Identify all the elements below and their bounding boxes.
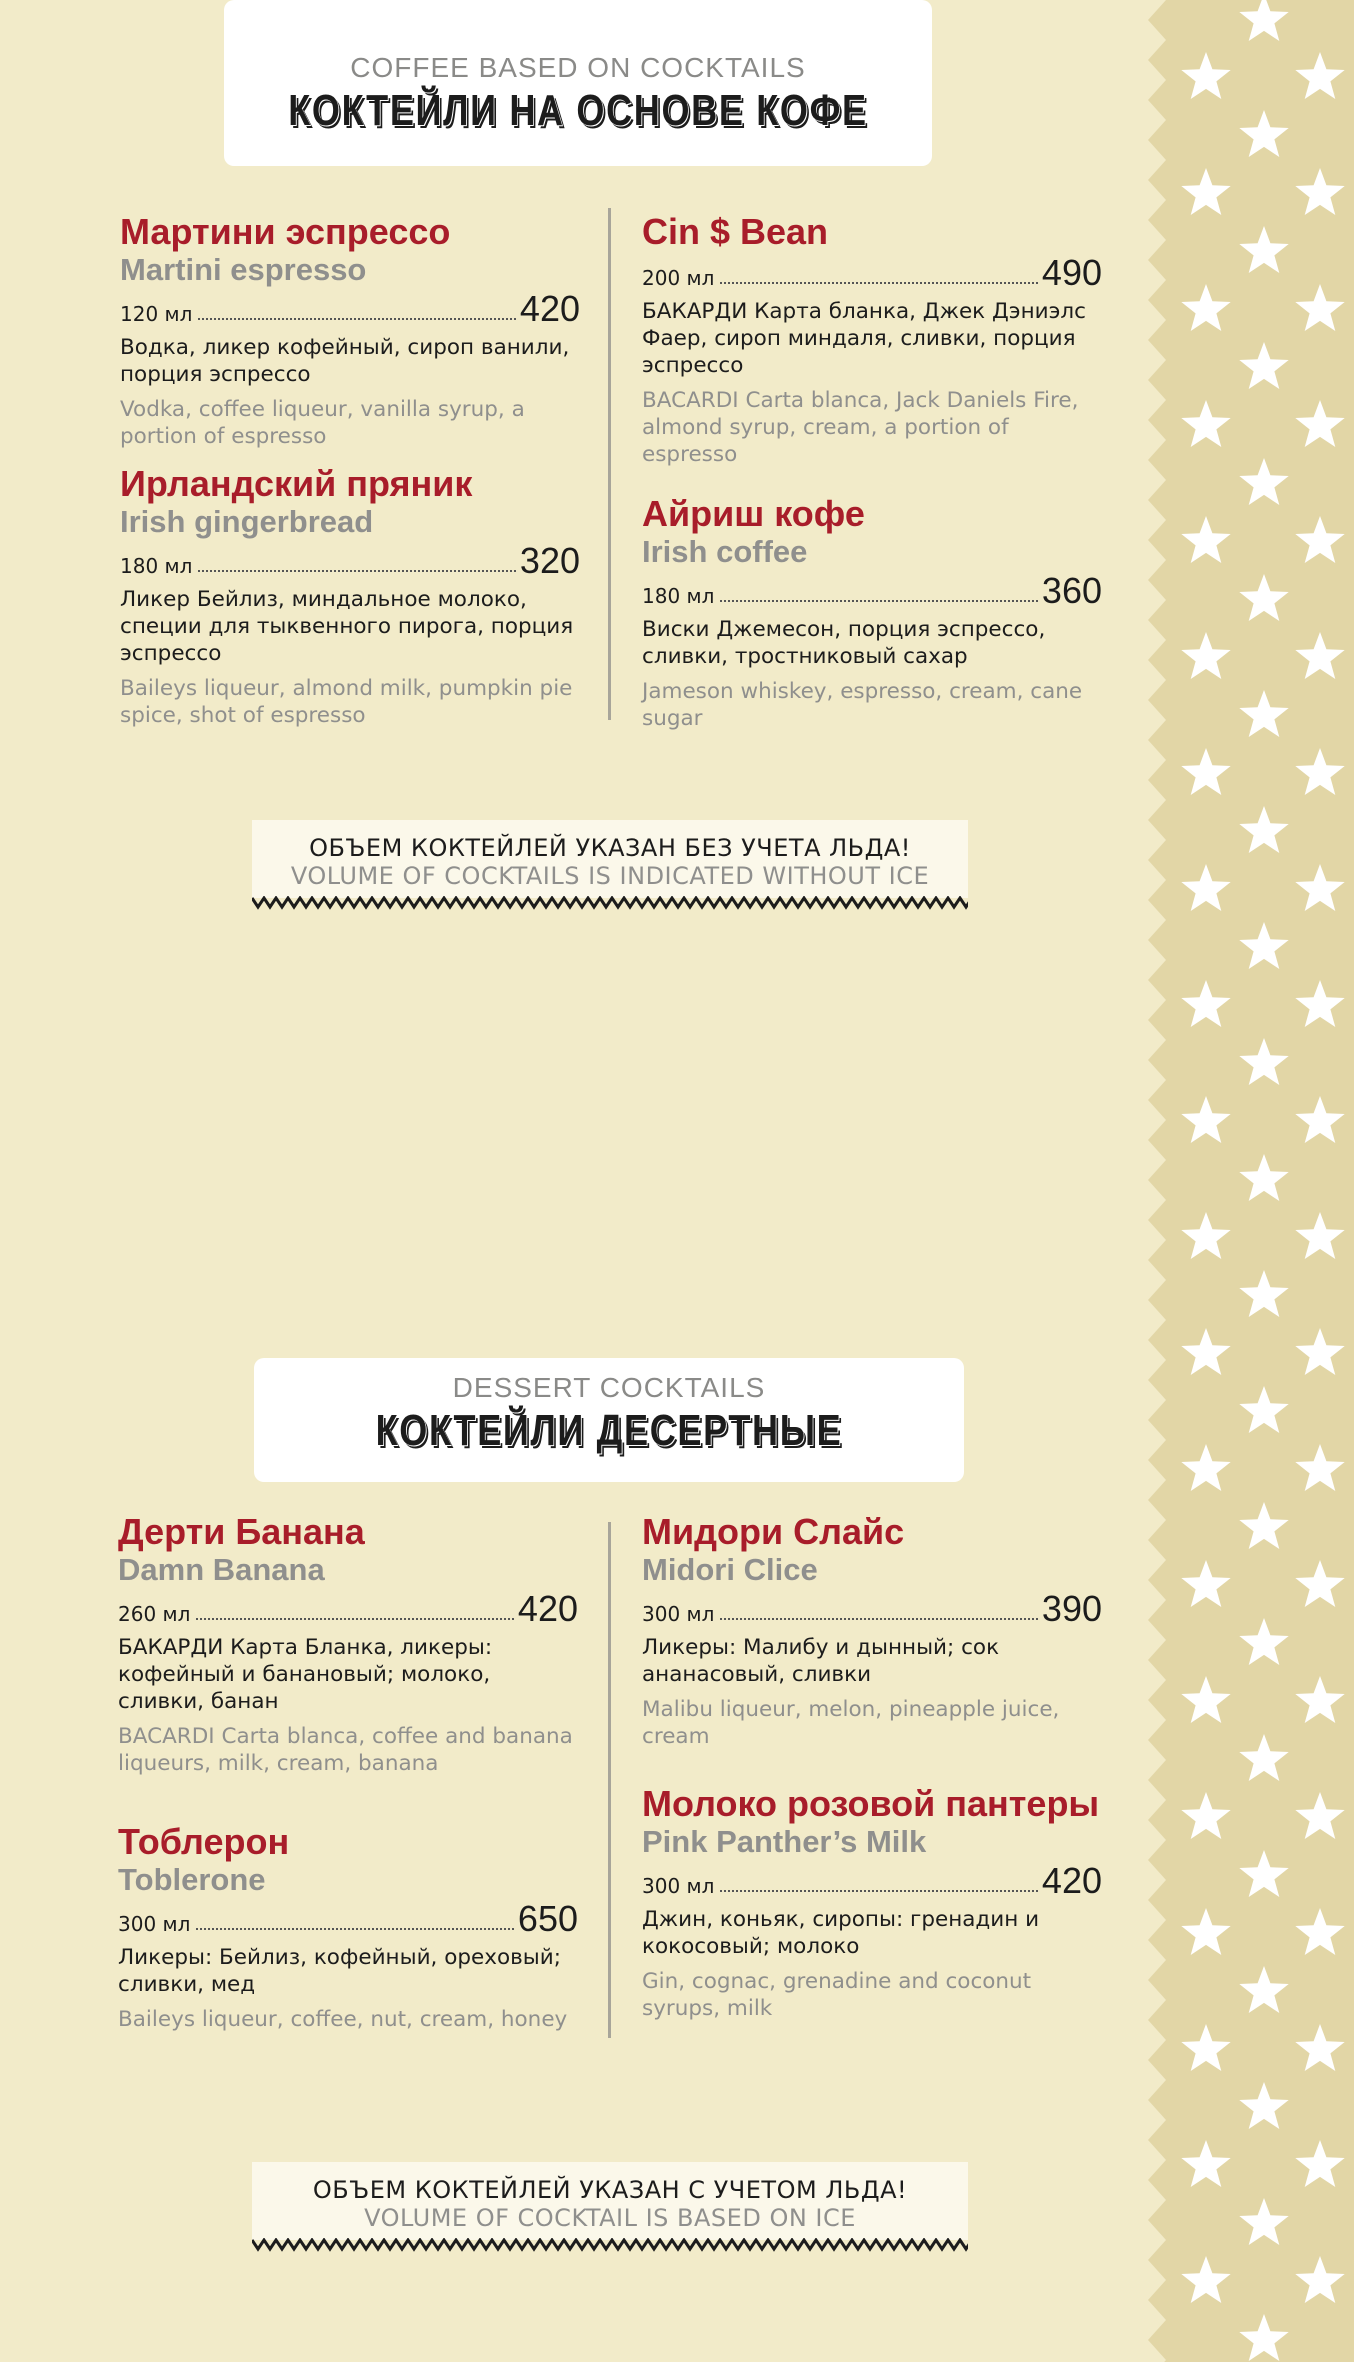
item-price: 390	[1041, 1588, 1102, 1629]
item-description-ru: Виски Джемесон, порция эспрессо, сливки, тростниковый сахар	[642, 617, 1046, 669]
note-ru: ОБЪЕМ КОКТЕЙЛЕЙ УКАЗАН БЕЗ УЧЕТА ЛЬДА!	[309, 834, 911, 862]
item-price: 320	[519, 540, 580, 581]
menu-item	[118, 1822, 578, 2033]
section-header-dessert	[254, 1358, 964, 1482]
zigzag-border	[252, 2238, 968, 2252]
price-row	[642, 572, 1102, 610]
item-price: 360	[1041, 570, 1102, 611]
item-name-ru: Айриш кофе	[642, 493, 865, 534]
item-name-en: Irish gingerbread	[120, 504, 374, 539]
menu-item	[642, 1512, 1102, 1750]
menu-item	[642, 212, 1102, 468]
column-divider	[608, 208, 611, 720]
item-name-en: Damn Banana	[118, 1552, 325, 1587]
item-volume: 180 мл	[120, 554, 193, 578]
price-row	[120, 542, 580, 580]
item-description-en: Vodka, coffee liqueur, vanilla syrup, a portion of espresso	[120, 397, 525, 449]
price-row	[120, 290, 580, 328]
price-row	[118, 1900, 578, 1938]
item-description-en: Malibu liqueur, melon, pineapple juice, cream	[642, 1697, 1060, 1749]
item-description-ru: Водка, ликер кофейный, сироп ванили, порция эспрессо	[120, 335, 570, 387]
item-description-en: Gin, cognac, grenadine and coconut syrups, milk	[642, 1969, 1032, 2021]
item-name-ru: Мартини эспрессо	[120, 211, 451, 252]
section-title: КОКТЕЙЛИ ДЕСЕРТНЫЕ	[375, 1406, 843, 1455]
price-row	[642, 254, 1102, 292]
item-description-ru: БАКАРДИ Карта бланка, Джек Дэниэлс Фаер, сироп миндаля, сливки, порция эспрессо	[642, 299, 1086, 378]
item-price: 490	[1041, 252, 1102, 293]
menu-item	[120, 464, 580, 729]
menu-item	[642, 1784, 1102, 2022]
item-description-ru: БАКАРДИ Карта Бланка, ликеры: кофейный и банановый; молоко, сливки, банан	[118, 1635, 493, 1714]
menu-item	[120, 212, 580, 450]
dot-leader	[196, 1928, 514, 1930]
section-title: КОКТЕЙЛИ НА ОСНОВЕ КОФЕ	[288, 86, 868, 135]
item-description-ru: Ликеры: Малибу и дынный; сок ананасовый, сливки	[642, 1635, 1000, 1687]
note-en: VOLUME OF COCKTAIL IS BASED ON ICE	[364, 2204, 856, 2232]
section-header-coffee	[224, 0, 932, 166]
item-price: 650	[517, 1898, 578, 1939]
item-name-ru: Тоблерон	[118, 1821, 290, 1862]
item-volume: 300 мл	[118, 1912, 191, 1936]
item-description-en: Baileys liqueur, almond milk, pumpkin pie spice, shot of espresso	[120, 676, 573, 728]
zigzag-border	[252, 896, 968, 910]
item-name-en: Midori Clice	[642, 1552, 818, 1587]
section-subtitle: COFFEE BASED ON COCKTAILS	[350, 52, 806, 83]
item-volume: 180 мл	[642, 584, 715, 608]
price-row	[642, 1590, 1102, 1628]
item-description-ru: Ликеры: Бейлиз, кофейный, ореховый; сливки, мед	[118, 1945, 561, 1997]
item-description-en: BACARDI Carta blanca, Jack Daniels Fire, almond syrup, cream, a portion of espresso	[642, 388, 1079, 467]
star-strip	[1140, 0, 1354, 2362]
item-volume: 120 мл	[120, 302, 193, 326]
item-description-ru: Ликер Бейлиз, миндальное молоко, специи для тыквенного пирога, порция эспрессо	[120, 587, 574, 666]
item-name-en: Toblerone	[118, 1862, 266, 1897]
ice-note	[252, 820, 968, 898]
item-price: 420	[519, 288, 580, 329]
item-name-ru: Ирландский пряник	[120, 463, 473, 504]
dot-leader	[720, 282, 1038, 284]
item-description-en: Baileys liqueur, coffee, nut, cream, honey	[118, 2007, 568, 2032]
item-price: 420	[1041, 1860, 1102, 1901]
price-row	[642, 1862, 1102, 1900]
item-name-ru: Молоко розовой пантеры	[642, 1783, 1100, 1824]
item-name-ru: Мидори Слайс	[642, 1511, 905, 1552]
section-subtitle: DESSERT COCKTAILS	[452, 1372, 766, 1403]
ice-note	[252, 2162, 968, 2240]
item-volume: 300 мл	[642, 1874, 715, 1898]
item-volume: 260 мл	[118, 1602, 191, 1626]
item-description-ru: Джин, коньяк, сиропы: гренадин и кокосовый; молоко	[642, 1907, 1040, 1959]
item-name-ru: Cin $ Bean	[642, 211, 829, 252]
dot-leader	[720, 1618, 1038, 1620]
item-price: 420	[517, 1588, 578, 1629]
note-ru: ОБЪЕМ КОКТЕЙЛЕЙ УКАЗАН С УЧЕТОМ ЛЬДА!	[312, 2176, 908, 2204]
menu-item	[642, 494, 1102, 732]
item-volume: 300 мл	[642, 1602, 715, 1626]
dot-leader	[198, 318, 516, 320]
column-divider	[608, 1522, 611, 2038]
item-name-ru: Дерти Банана	[118, 1511, 365, 1552]
price-row	[118, 1590, 578, 1628]
item-name-en: Martini espresso	[120, 252, 367, 287]
menu-item	[118, 1512, 578, 1777]
item-description-en: BACARDI Carta blanca, coffee and banana liqueurs, milk, cream, banana	[118, 1724, 573, 1776]
dot-leader	[196, 1618, 514, 1620]
note-en: VOLUME OF COCKTAILS IS INDICATED WITHOUT ICE	[290, 862, 930, 890]
dot-leader	[720, 600, 1038, 602]
item-name-en: Irish coffee	[642, 534, 808, 569]
item-name-en: Pink Panther’s Milk	[642, 1824, 927, 1859]
item-description-en: Jameson whiskey, espresso, cream, cane sugar	[642, 679, 1083, 731]
item-volume: 200 мл	[642, 266, 715, 290]
dot-leader	[198, 570, 516, 572]
dot-leader	[720, 1890, 1038, 1892]
